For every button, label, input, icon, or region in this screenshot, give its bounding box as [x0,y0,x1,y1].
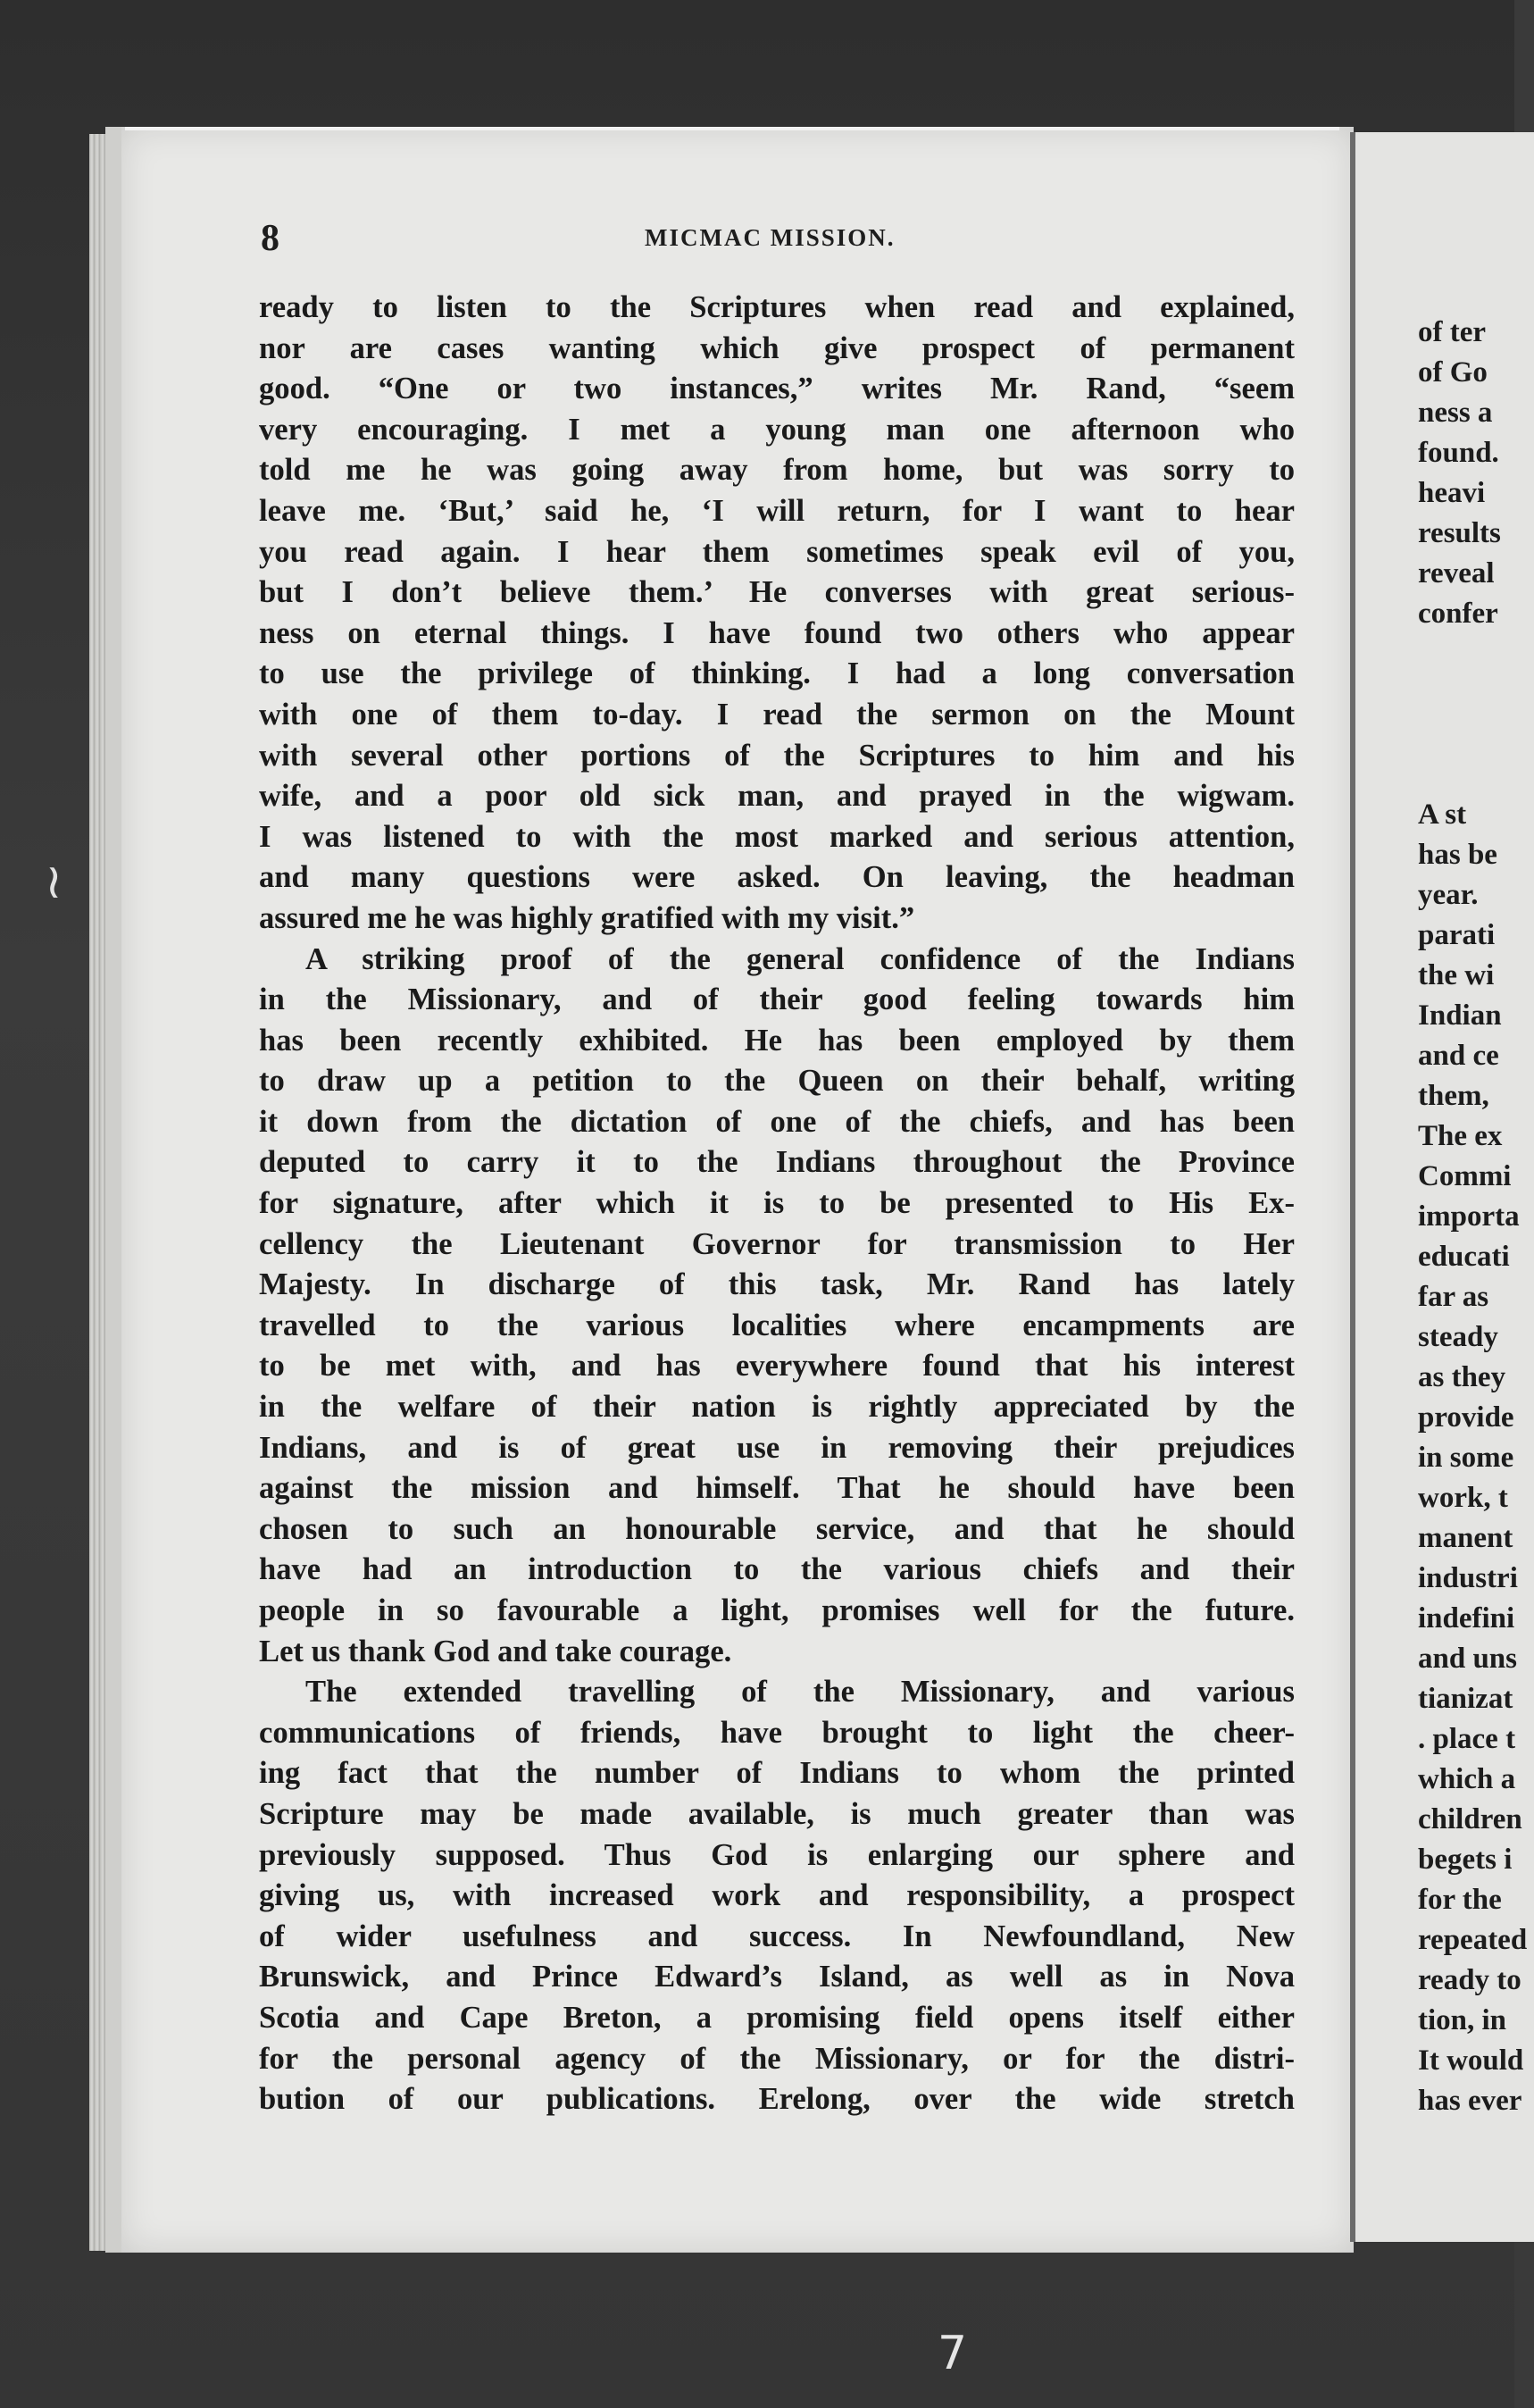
text-line: for signature, after which it is to be presented to His Ex- [259,1186,1295,1221]
adjacent-text-fragment: of Go [1418,356,1488,389]
adjacent-page-gap [1418,715,1514,795]
text-line: to be met with, and has everywhere found that his interest [259,1349,1295,1384]
adjacent-text-fragment: for the [1418,1884,1502,1916]
adjacent-text-fragment: year. [1418,879,1479,911]
adjacent-text-fragment: has ever [1418,2085,1522,2117]
adjacent-text-fragment: in some [1418,1442,1514,1474]
text-line: communications of friends, have brought to light the cheer- [259,1715,1295,1750]
page-number: 8 [261,218,279,259]
adjacent-text-fragment: confer [1418,598,1498,630]
text-line: travelled to the various localities where encampments are [259,1308,1295,1342]
text-line: bution of our publications. Erelong, over the wide stretch [259,2082,1295,2117]
adjacent-text-fragment: The ex [1418,1120,1503,1152]
page-top-edge [125,127,1339,130]
adjacent-text-fragment: Commi [1418,1160,1512,1192]
adjacent-text-fragment: Indian [1418,999,1502,1032]
text-line: very encouraging. I met a young man one afternoon who [259,412,1295,447]
adjacent-text-fragment: work, t [1418,1482,1508,1514]
adjacent-text-fragment: which a [1418,1763,1516,1795]
text-line: against the mission and himself. That he should have been [259,1471,1295,1506]
text-line: to draw up a petition to the Queen on their behalf, writing [259,1064,1295,1099]
text-line: of wider usefulness and success. In Newfoundland, New [259,1919,1295,1953]
adjacent-text-fragment: heavi [1418,477,1486,509]
adjacent-text-fragment: manent [1418,1522,1513,1554]
text-line: it down from the dictation of one of the chiefs, and has been [259,1104,1295,1139]
text-line: ready to listen to the Scriptures when read and explained, [259,290,1295,324]
adjacent-text-fragment: reveal [1418,557,1495,589]
adjacent-text-fragment: repeated [1418,1924,1528,1956]
adjacent-text-fragment: provide [1418,1401,1514,1434]
text-line: nor are cases wanting which give prospect of permanent [259,330,1295,365]
text-line: leave me. ‘But,’ said he, ‘I will return, for I want to hear [259,493,1295,528]
adjacent-text-fragment: industri [1418,1562,1518,1594]
text-line: in the Missionary, and of their good feeling towards him [259,982,1295,1017]
adjacent-text-fragment: ready to [1418,1964,1521,1996]
text-line: but I don’t believe them.’ He converses with great serious- [259,575,1295,610]
adjacent-text-fragment: children [1418,1803,1522,1835]
text-line: Scotia and Cape Breton, a promising field opens itself either [259,2000,1295,2035]
text-line: to use the privilege of thinking. I had a long conversation [259,656,1295,691]
adjacent-text-fragment: begets i [1418,1844,1513,1876]
adjacent-text-fragment: importa [1418,1200,1520,1233]
adjacent-text-fragment: tion, in [1418,2004,1507,2036]
adjacent-text-fragment: the wi [1418,959,1495,991]
scan-handwritten-mark: 7 [938,2327,968,2380]
adjacent-text-fragment: and uns [1418,1643,1518,1675]
text-line: has been recently exhibited. He has been employed by them [259,1023,1295,1058]
text-line: previously supposed. Thus God is enlarging our sphere and [259,1837,1295,1872]
adjacent-text-fragment: as they [1418,1361,1506,1393]
text-line: with several other portions of the Scriptures to him and his [259,738,1295,773]
adjacent-text-fragment: results [1418,517,1501,549]
adjacent-text-fragment: found. [1418,437,1499,469]
text-line: and many questions were asked. On leaving, the headman [259,860,1295,895]
text-line: wife, and a poor old sick man, and prayed in the wigwam. [259,779,1295,814]
text-line: for the personal agency of the Missionary, or for the distri- [259,2041,1295,2076]
adjacent-text-fragment: parati [1418,919,1496,951]
paragraph-start-line: The extended travelling of the Missionary, and various [305,1675,1295,1710]
text-line: ing fact that the number of Indians to whom the printed [259,1756,1295,1791]
adjacent-text-fragment: tianizat [1418,1683,1513,1715]
text-line: people in so favourable a light, promises well for the future. [259,1593,1295,1627]
text-line: Indians, and is of great use in removing their prejudices [259,1430,1295,1465]
adjacent-text-fragment: far as [1418,1281,1489,1313]
adjacent-text-fragment: steady [1418,1321,1498,1353]
text-line: Brunswick, and Prince Edward’s Island, as well as in Nova [259,1960,1295,1994]
adjacent-text-fragment: educati [1418,1241,1510,1273]
adjacent-text-fragment: ness a [1418,397,1493,429]
text-line: Scripture may be made available, is much greater than was [259,1796,1295,1831]
page-header [261,217,1296,259]
paragraph-start-line: A striking proof of the general confidence of the Indians [305,941,1295,976]
scan-squiggle-mark: ≀ [45,853,63,909]
adjacent-page-text [1418,313,1528,2121]
text-line: Let us thank God and take courage. [259,1634,732,1668]
text-line: with one of them to-day. I read the sermon on the Mount [259,697,1295,732]
text-line: in the welfare of their nation is rightly appreciated by the [259,1390,1295,1425]
text-line: ness on eternal things. I have found two others who appear [259,615,1295,650]
adjacent-text-fragment: and ce [1418,1040,1499,1072]
text-line: chosen to such an honourable service, and that he should [259,1511,1295,1546]
running-head: MICMAC MISSION. [645,224,896,251]
adjacent-text-fragment: . place t [1418,1723,1516,1755]
text-line: deputed to carry it to the Indians throughout the Province [259,1145,1295,1180]
adjacent-text-fragment: them, [1418,1080,1489,1112]
text-line: assured me he was highly gratified with my visit.” [259,900,915,935]
text-line: you read again. I hear them sometimes speak evil of you, [259,534,1295,569]
adjacent-text-fragment: has be [1418,839,1497,871]
adjacent-text-fragment: A st [1418,798,1467,831]
text-line: told me he was going away from home, but was sorry to [259,453,1295,488]
adjacent-page-gap [1418,634,1514,715]
text-line: cellency the Lieutenant Governor for transmission to Her [259,1226,1295,1261]
text-line: good. “One or two instances,” writes Mr. Rand, “seem [259,372,1295,406]
text-line: giving us, with increased work and responsibility, a prospect [259,1878,1295,1913]
adjacent-text-fragment: It would [1418,2044,1524,2077]
text-line: Majesty. In discharge of this task, Mr. Rand has lately [259,1267,1295,1302]
text-line: have had an introduction to the various chiefs and their [259,1552,1295,1587]
adjacent-text-fragment: indefini [1418,1602,1515,1635]
text-line: I was listened to with the most marked and serious attention, [259,819,1295,854]
adjacent-text-fragment: of ter [1418,316,1487,348]
page-body-text [259,288,1295,2120]
